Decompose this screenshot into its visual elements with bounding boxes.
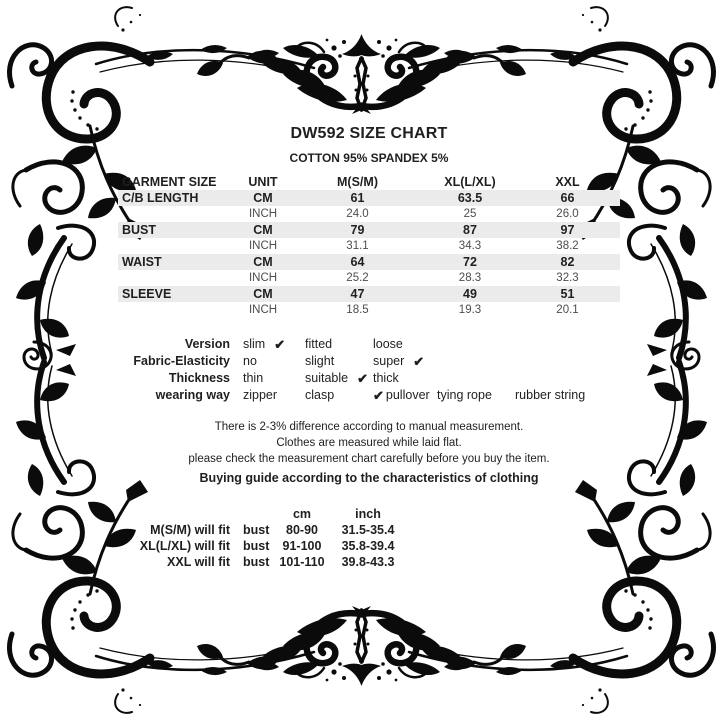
fit-value: 101-110 xyxy=(279,555,325,569)
note-line: There is 2-3% difference according to manual measurement. xyxy=(214,421,524,433)
fit-value: bust xyxy=(243,539,270,553)
table-row xyxy=(118,254,620,270)
feature-row xyxy=(118,370,678,387)
size-value: M(S/M) xyxy=(337,175,378,189)
measurement-notes xyxy=(118,419,620,487)
feature-label: Fabric-Elasticity xyxy=(133,354,230,368)
feature-row xyxy=(118,336,678,353)
size-value: 28.3 xyxy=(458,272,482,284)
note-line: Clothes are measured while laid flat. xyxy=(276,437,462,449)
feature-option-label: zipper xyxy=(243,388,278,402)
fit-table-header-row xyxy=(118,506,620,522)
size-value: 26.0 xyxy=(556,208,579,220)
feature-row xyxy=(118,353,678,370)
fit-value: 91-100 xyxy=(282,539,322,553)
feature-option-label: pullover xyxy=(385,388,430,402)
fit-value: bust xyxy=(243,555,270,569)
size-value: 79 xyxy=(350,223,365,237)
fit-value: bust xyxy=(243,523,270,537)
check-icon: ✔ xyxy=(413,354,425,369)
size-value: 31.1 xyxy=(346,240,369,252)
size-table-header-row xyxy=(118,174,620,190)
size-value: 61 xyxy=(350,191,365,205)
note-line: please check the measurement chart carefully before you buy the item. xyxy=(188,453,550,465)
row-label: C/B LENGTH xyxy=(122,191,199,205)
feature-option xyxy=(373,387,437,404)
feature-rows xyxy=(118,336,678,404)
feature-option xyxy=(243,353,305,370)
feature-option xyxy=(373,353,437,370)
feature-option xyxy=(373,336,437,353)
feature-option xyxy=(305,387,373,404)
size-value: XL(L/XL) xyxy=(444,175,496,189)
feature-option-label: loose xyxy=(373,337,403,351)
size-value: 19.3 xyxy=(458,304,482,316)
table-row xyxy=(118,270,620,286)
fit-value: 35.8-39.4 xyxy=(341,539,395,553)
table-row xyxy=(118,554,620,570)
size-value: 72 xyxy=(463,255,477,269)
fit-label: XXL will fit xyxy=(167,555,230,569)
fit-value: 39.8-43.3 xyxy=(341,555,395,569)
size-value: 18.5 xyxy=(346,304,369,316)
row-label: SLEEVE xyxy=(122,287,172,301)
buying-guide-heading: Buying guide according to the characteristics of clothing xyxy=(199,471,539,485)
row-label: BUST xyxy=(122,223,157,237)
fit-label: M(S/M) will fit xyxy=(150,523,230,537)
feature-options xyxy=(243,370,437,387)
size-value: 25.2 xyxy=(346,272,369,284)
size-value: XXL xyxy=(555,175,580,189)
size-value: 87 xyxy=(463,223,477,237)
feature-option-label: rubber string xyxy=(515,388,586,402)
size-value: 51 xyxy=(560,287,575,301)
size-value: 38.2 xyxy=(556,240,579,252)
size-value: UNIT xyxy=(248,175,278,189)
feature-option-label: no xyxy=(243,354,257,368)
size-value: CM xyxy=(253,223,273,237)
size-value: 64 xyxy=(350,255,365,269)
size-value: CM xyxy=(253,191,273,205)
table-row xyxy=(118,302,620,318)
feature-options xyxy=(243,336,437,353)
size-value: 25 xyxy=(463,208,477,220)
size-value: 82 xyxy=(560,255,575,269)
check-icon: ✔ xyxy=(357,371,368,386)
size-value: CM xyxy=(253,255,273,269)
size-chart-table xyxy=(118,174,620,318)
feature-option-label: suitable xyxy=(305,371,349,385)
feature-option xyxy=(305,336,373,353)
fit-label xyxy=(118,506,230,522)
feature-row xyxy=(118,387,678,404)
page-title: DW592 SIZE CHART xyxy=(290,125,448,142)
fit-label: XL(L/XL) will fit xyxy=(139,539,230,553)
feature-option-label: slight xyxy=(305,354,335,368)
fit-value: 80-90 xyxy=(286,523,318,537)
feature-option-label: slim xyxy=(243,337,266,351)
table-row xyxy=(118,522,620,538)
size-value: 66 xyxy=(560,191,575,205)
feature-option-label: fitted xyxy=(305,337,333,351)
feature-option xyxy=(243,370,305,387)
fit-value: 31.5-35.4 xyxy=(341,523,395,537)
size-value: 63.5 xyxy=(457,191,483,205)
size-value: INCH xyxy=(248,208,278,220)
size-value: 20.1 xyxy=(556,304,579,316)
size-value: 97 xyxy=(560,223,575,237)
size-value: INCH xyxy=(248,240,278,252)
size-value: 32.3 xyxy=(556,272,579,284)
feature-options xyxy=(243,387,625,404)
size-value: INCH xyxy=(248,304,278,316)
check-icon: ✔ xyxy=(373,388,384,403)
feature-option xyxy=(373,370,437,387)
feature-option-label: super xyxy=(373,354,405,368)
size-value: CM xyxy=(253,287,273,301)
table-row xyxy=(118,538,620,554)
feature-option xyxy=(305,370,373,387)
size-value: 49 xyxy=(463,287,477,301)
feature-label: wearing way xyxy=(155,388,230,402)
row-label: GARMENT SIZE xyxy=(122,175,217,189)
row-label: WAIST xyxy=(122,255,162,269)
table-row xyxy=(118,190,620,206)
table-row xyxy=(118,286,620,302)
check-icon: ✔ xyxy=(274,337,286,352)
size-value: 34.3 xyxy=(458,240,482,252)
table-row xyxy=(118,222,620,238)
size-value: INCH xyxy=(248,272,278,284)
fit-value: cm xyxy=(292,507,312,521)
feature-label: Thickness xyxy=(168,371,230,385)
feature-option xyxy=(243,387,305,404)
feature-option-label: thick xyxy=(373,371,399,385)
fabric-composition: COTTON 95% SPANDEX 5% xyxy=(289,151,449,165)
feature-option xyxy=(305,353,373,370)
table-row xyxy=(118,206,620,222)
feature-option xyxy=(437,387,515,404)
size-value: 47 xyxy=(350,287,365,301)
fit-value xyxy=(243,506,273,522)
size-value: 24.0 xyxy=(346,208,369,220)
feature-option-label: tying rope xyxy=(437,388,492,402)
feature-option-label: thin xyxy=(243,371,264,385)
fit-value: inch xyxy=(355,507,381,521)
feature-option xyxy=(515,387,625,404)
feature-option-label: clasp xyxy=(305,388,335,402)
feature-option xyxy=(243,336,305,353)
feature-options xyxy=(243,353,437,370)
feature-label: Version xyxy=(184,337,230,351)
table-row xyxy=(118,238,620,254)
fit-guide-table xyxy=(118,506,620,570)
